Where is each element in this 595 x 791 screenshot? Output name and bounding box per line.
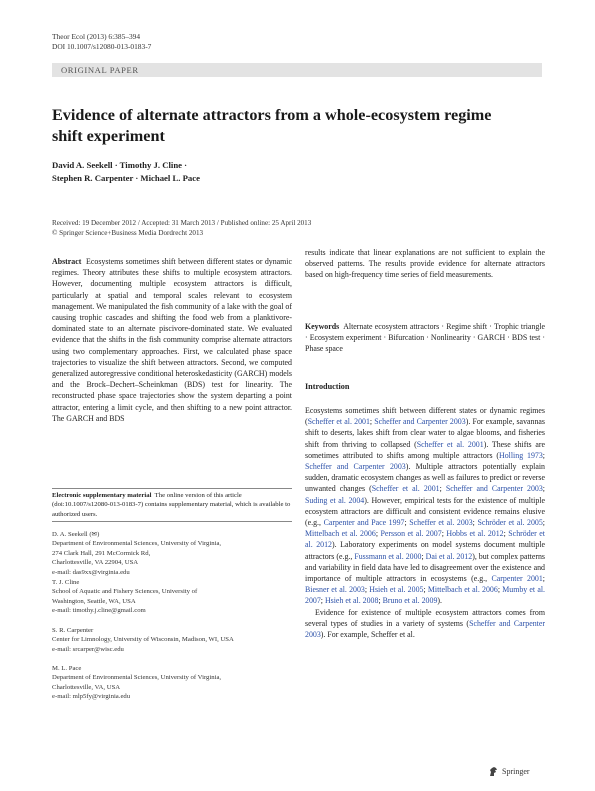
affiliation-block [52, 664, 292, 702]
keywords-label: Keywords [305, 322, 340, 331]
paragraph-text: ; [375, 529, 381, 539]
affiliation-email[interactable]: e-mail: das9xx@virginia.edu [52, 568, 130, 576]
intro-paragraph-1 [305, 405, 545, 607]
affiliation-author: M. L. Pace [52, 665, 82, 672]
paragraph-text: ; [364, 585, 370, 595]
citation-link[interactable]: Dai et al. 2012 [425, 551, 473, 561]
affiliation-email[interactable]: e-mail: timothy.j.cline@gmail.com [52, 607, 146, 615]
affiliation-author: S. R. Carpenter [52, 627, 94, 634]
citation-link[interactable]: Hsieh et al. 2005 [369, 585, 424, 595]
doi: DOI 10.1007/s12080-013-0183-7 [52, 42, 152, 51]
affiliation-address: Department of Environmental Sciences, University of Virginia, [52, 540, 222, 548]
keywords-text: Alternate ecosystem attractors · Regime shift · Trophic triangle · Ecosystem experiment · Bifurcation · Nonlinearity · GARCH · BDS test · Phase space [305, 322, 545, 354]
article-type-label: ORIGINAL PAPER [61, 65, 139, 75]
author-list [52, 159, 200, 185]
supplementary-note [52, 491, 292, 519]
paragraph-text: ; [542, 574, 545, 584]
paragraph-text: ). For example, savannas shift to deserts, lakes shift from clear water to algae blooms, and fisheries shift from thriving to collapsed ( [305, 417, 545, 449]
affiliation-author: T. J. Cline [52, 579, 80, 586]
affiliation-address: 274 Clark Hall, 291 McCormick Rd, [52, 549, 151, 557]
citation-link[interactable]: Persson et al. 2007 [380, 529, 442, 539]
citation-link[interactable]: Scheffer and Carpenter 2003 [374, 417, 466, 427]
paragraph-text: Ecosystems sometimes shift between different states or dynamic regimes ( [305, 406, 545, 427]
paragraph-text: ; [441, 529, 447, 539]
citation-link[interactable]: Schröder et al. 2012 [305, 529, 545, 550]
affiliation-author: D. A. Seekell (✉) [52, 531, 100, 538]
paragraph-text: ; [439, 484, 446, 494]
affiliation-block [52, 626, 292, 654]
citation-link[interactable]: Biesner et al. 2003 [305, 585, 365, 595]
abstract-continued: results indicate that linear explanations are not sufficient to explain the observed patterns. The results provide evidence for alternate attractors based on high-frequency time series of field measurements. [305, 248, 545, 280]
paragraph-text: ; [542, 450, 545, 460]
section-heading-introduction: Introduction [305, 382, 350, 391]
citation-link[interactable]: Mittelbach et al. 2006 [427, 585, 498, 595]
paragraph-text: ), but complex patterns and variability in field data have led to disagreement over the existence and importance of multiple attractors in ecosystems (e.g., [305, 551, 545, 584]
citation-link[interactable]: Mittelbach et al. 2006 [305, 529, 376, 539]
citation-link[interactable]: Carpenter and Pace 1997 [323, 518, 405, 528]
paragraph-text: ). Multiple attractors potentially explain sudden, dramatic ecosystem changes as well as failures to predict or reverse unwanted changes ( [305, 462, 545, 494]
footnote-divider [52, 488, 292, 489]
citation-link[interactable]: Suding et al. 2004 [305, 495, 365, 505]
paragraph-text: ). Laboratory experiments on model systems document multiple attractors (e.g., [305, 540, 546, 561]
citation-link[interactable]: Hobbs et al. 2012 [446, 529, 504, 539]
authors-line-2: Stephen R. Carpenter · Michael L. Pace [52, 173, 200, 183]
affiliation-block [52, 530, 292, 577]
citation-link[interactable]: Fussmann et al. 2000 [354, 551, 422, 561]
paragraph-text: ). [437, 596, 443, 606]
citation-link[interactable]: Mumby et al. 2007 [305, 585, 545, 606]
abstract-label: Abstract [52, 257, 82, 266]
copyright: © Springer Science+Business Media Dordrecht 2013 [52, 228, 204, 237]
affiliation-address: Department of Environmental Sciences, University of Virginia, [52, 674, 222, 682]
affiliation-email[interactable]: e-mail: srcarper@wisc.edu [52, 645, 124, 653]
paragraph-text: ; [503, 529, 509, 539]
citation-link[interactable]: Scheffer and Carpenter 2003 [445, 484, 543, 494]
citation-link[interactable]: Schröder et al. 2005 [477, 518, 543, 528]
affiliation-address: Center for Limnology, University of Wisconsin, Madison, WI, USA [52, 636, 234, 644]
publisher-logo [488, 766, 530, 777]
affiliation-address: School of Aquatic and Fishery Sciences, University of [52, 588, 198, 596]
citation-link[interactable]: Carpenter 2001 [491, 574, 543, 584]
paragraph-text: ). For example, Scheffer et al. [320, 630, 415, 640]
paragraph-text: Evidence for existence of multiple ecosystem attractors comes from several types of studies in a variety of systems ( [305, 607, 545, 628]
authors-line-1: David A. Seekell · Timothy J. Cline · [52, 160, 188, 170]
citation-link[interactable]: Holling 1973 [499, 450, 543, 460]
paragraph-text: ; [320, 596, 325, 606]
paragraph-text: ; [542, 484, 545, 494]
affiliation-block [52, 578, 292, 616]
publication-dates [52, 219, 311, 238]
paragraph-text: ; [542, 518, 545, 528]
citation-link[interactable]: Scheffer and Carpenter 2003 [305, 462, 406, 472]
springer-horse-icon [488, 766, 499, 777]
citation: Theor Ecol (2013) 6:385–394 [52, 32, 141, 41]
affiliation-address: Washington, Seattle, WA, USA [52, 597, 136, 605]
paper-title: Evidence of alternate attractors from a whole-ecosystem regime shift experiment [52, 106, 492, 145]
esm-label: Electronic supplementary material [52, 492, 152, 499]
affiliation-address: Charlottesville, VA 22904, USA [52, 559, 139, 567]
citation-link[interactable]: Bruno et al. 2009 [382, 596, 438, 606]
paragraph-text: ; [497, 585, 503, 595]
abstract-text: Ecosystems sometimes shift between different states or dynamic regimes. Theory attributes these shifts to multiple ecosystem attractors. However, documenting multiple ecosystem attractors is difficult, particularly at spatial and temporal scales relevant to ecosystem management. We manipulated the fish community of a lake with the goal of causing trophic cascades and shifting the food web from a planktivore-dominated state to an alternate piscivore-dominated state. We evaluated evidence that the shifts in the fish community comprise alternate attractors using two complementary approaches. First, we calculated phase space trajectories to visualize the shift between attractors. Second, we computed generalized autoregressive conditional heteroskedasticity (GARCH) models and the Brock–Dechert–Scheinkman (BDS) test for linearity. The reconstructed phase space trajectories show the system departing a point attractor, entering a limit cycle, and then shifting to a new point attractor. The GARCH and BDS [52, 257, 292, 423]
citation-link[interactable]: Scheffer et al. 2001 [307, 417, 370, 427]
paragraph-text: ; [369, 417, 375, 427]
abstract [52, 256, 292, 424]
intro-paragraph-2 [305, 607, 545, 641]
paragraph-text: ). However, empirical tests for the existence of multiple ecosystem attractors are difficult and consistent evidence remains elusive (e.g., [305, 495, 545, 528]
paragraph-text: ; [378, 596, 383, 606]
article-type-badge [52, 63, 542, 77]
citation-link[interactable]: Scheffer et al. 2003 [409, 518, 473, 528]
affiliation-divider [52, 521, 292, 522]
publisher-name: Springer [502, 767, 530, 776]
paragraph-text: ; [404, 518, 410, 528]
citation-link[interactable]: Scheffer and Carpenter 2003 [305, 618, 545, 640]
keywords [305, 321, 545, 355]
citation-link[interactable]: Scheffer et al. 2001 [416, 439, 484, 449]
citation-link[interactable]: Scheffer et al. 2001 [371, 484, 440, 494]
affiliation-address: Charlottesville, VA, USA [52, 683, 121, 691]
esm-text: The online version of this article (doi:10.1007/s12080-013-0183-7) contains supplementary material, which is available to authorized users. [52, 492, 291, 518]
history-dates: Received: 19 December 2012 / Accepted: 31 March 2013 / Published online: 25 April 2013 [52, 219, 312, 227]
introduction-body [305, 405, 545, 640]
paragraph-text: ). These shifts are sometimes attributed to shifts among multiple attractors ( [305, 439, 545, 460]
paragraph-text: ; [472, 518, 478, 528]
journal-header [52, 32, 151, 52]
paragraph-text: ; [423, 585, 428, 595]
paragraph-text: ; [421, 551, 426, 561]
citation-link[interactable]: Hsieh et al. 2008 [324, 596, 379, 606]
affiliation-email[interactable]: e-mail: mlp5fy@virginia.edu [52, 693, 131, 701]
